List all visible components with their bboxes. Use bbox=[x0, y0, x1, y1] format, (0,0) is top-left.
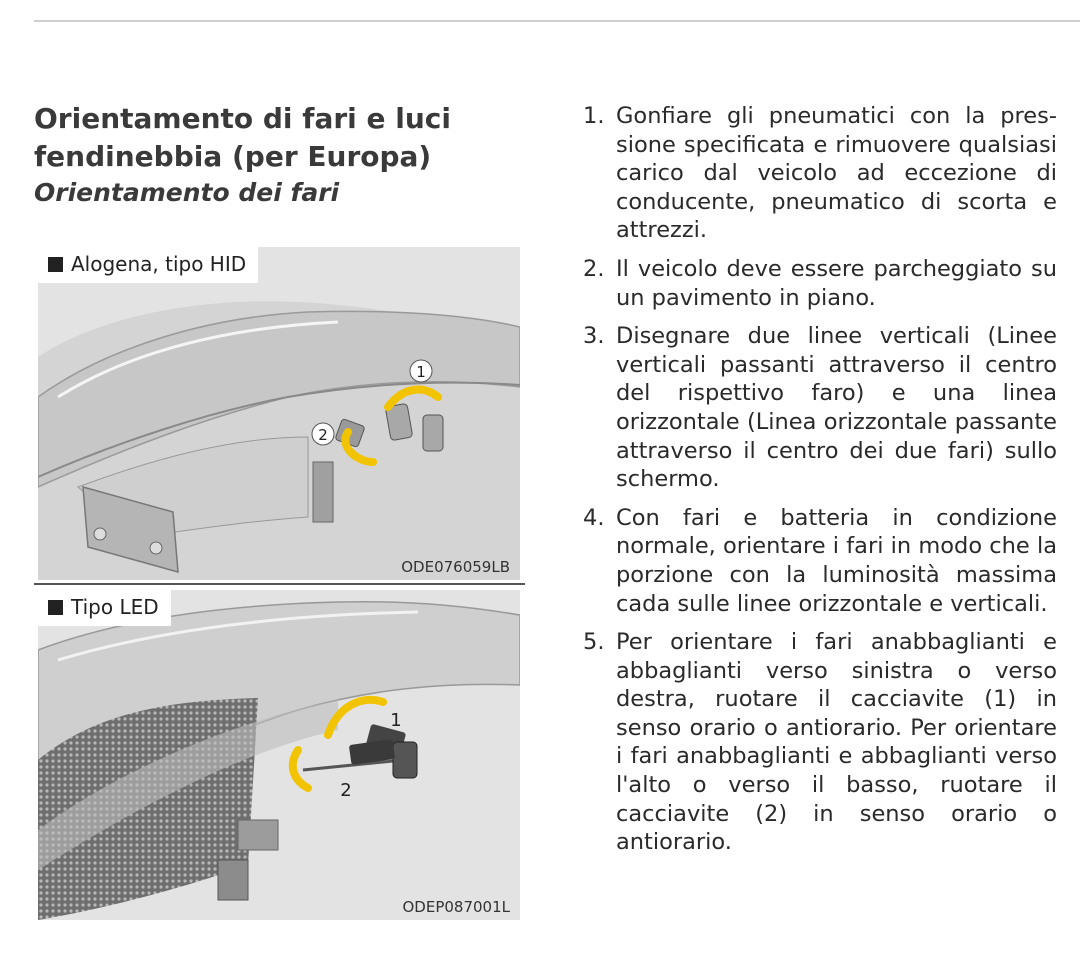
figure-label-text: Tipo LED bbox=[71, 595, 159, 619]
steps-list bbox=[583, 102, 1057, 867]
callout-1: 1 bbox=[390, 710, 402, 731]
callout-2: 2 bbox=[318, 426, 328, 444]
figure-code: ODEP087001L bbox=[402, 898, 510, 916]
top-rule bbox=[34, 20, 1080, 22]
section-heading bbox=[34, 100, 504, 210]
list-item bbox=[583, 628, 1057, 857]
figure-divider bbox=[34, 583, 525, 585]
headlamp-illustration-1 bbox=[38, 247, 520, 580]
step-text: Gonfiare gli pneumatici con la pressione specificata e rimuovere qualsiasi carico dal veicolo ad eccezione di conducente, pneumatico di scorta e attrezzi. bbox=[616, 103, 1057, 244]
callout-2: 2 bbox=[340, 780, 352, 801]
headlamp-illustration-2 bbox=[38, 590, 520, 920]
figure-halogen-hid bbox=[38, 247, 520, 580]
square-bullet-icon bbox=[48, 257, 63, 272]
figure-label bbox=[38, 590, 171, 626]
page-title: Orientamento di fari e luci fendinebbia (per Europa) bbox=[34, 102, 451, 173]
step-number: 3. bbox=[583, 323, 605, 350]
step-number: 4. bbox=[583, 504, 605, 531]
list-item bbox=[583, 102, 1057, 245]
figure-label bbox=[38, 247, 258, 283]
step-text: Il veicolo deve essere parcheggiato su un pavimento in piano. bbox=[616, 255, 1057, 311]
step-number: 1. bbox=[583, 103, 605, 129]
figure-label-text: Alogena, tipo HID bbox=[71, 252, 247, 276]
list-item bbox=[583, 255, 1057, 312]
page-subtitle: Orientamento dei fari bbox=[34, 178, 340, 207]
callout-1: 1 bbox=[416, 363, 426, 381]
step-number: 5. bbox=[583, 629, 605, 656]
figure-code: ODE076059LB bbox=[401, 558, 510, 576]
figure-led bbox=[38, 590, 520, 920]
list-item bbox=[583, 504, 1057, 618]
step-text: Con fari e batteria in condizione normale, orientare i fari in modo che la porzione con la luminosità massima cada sulle linee orizzontale e verticali. bbox=[616, 504, 1057, 617]
square-bullet-icon bbox=[48, 600, 63, 615]
step-text: Disegnare due linee verticali (Linee verticali passanti attraverso il centro del rispettivo faro) e una linea orizzontale (Linea orizzontale passante attraverso il centro dei due fari) sullo schermo. bbox=[616, 323, 1057, 493]
step-number: 2. bbox=[583, 255, 605, 282]
step-text: Per orientare i fari anabbaglianti e abbaglianti verso sinistra o verso destra, ruotare il cacciavite (1) in senso orario o antiorario. Per orientare i fari anabbaglianti e abbaglianti verso l'alto o verso il basso, ruotare il cacciavite (2) in senso orario o antiorario. bbox=[616, 629, 1057, 856]
list-item bbox=[583, 322, 1057, 494]
